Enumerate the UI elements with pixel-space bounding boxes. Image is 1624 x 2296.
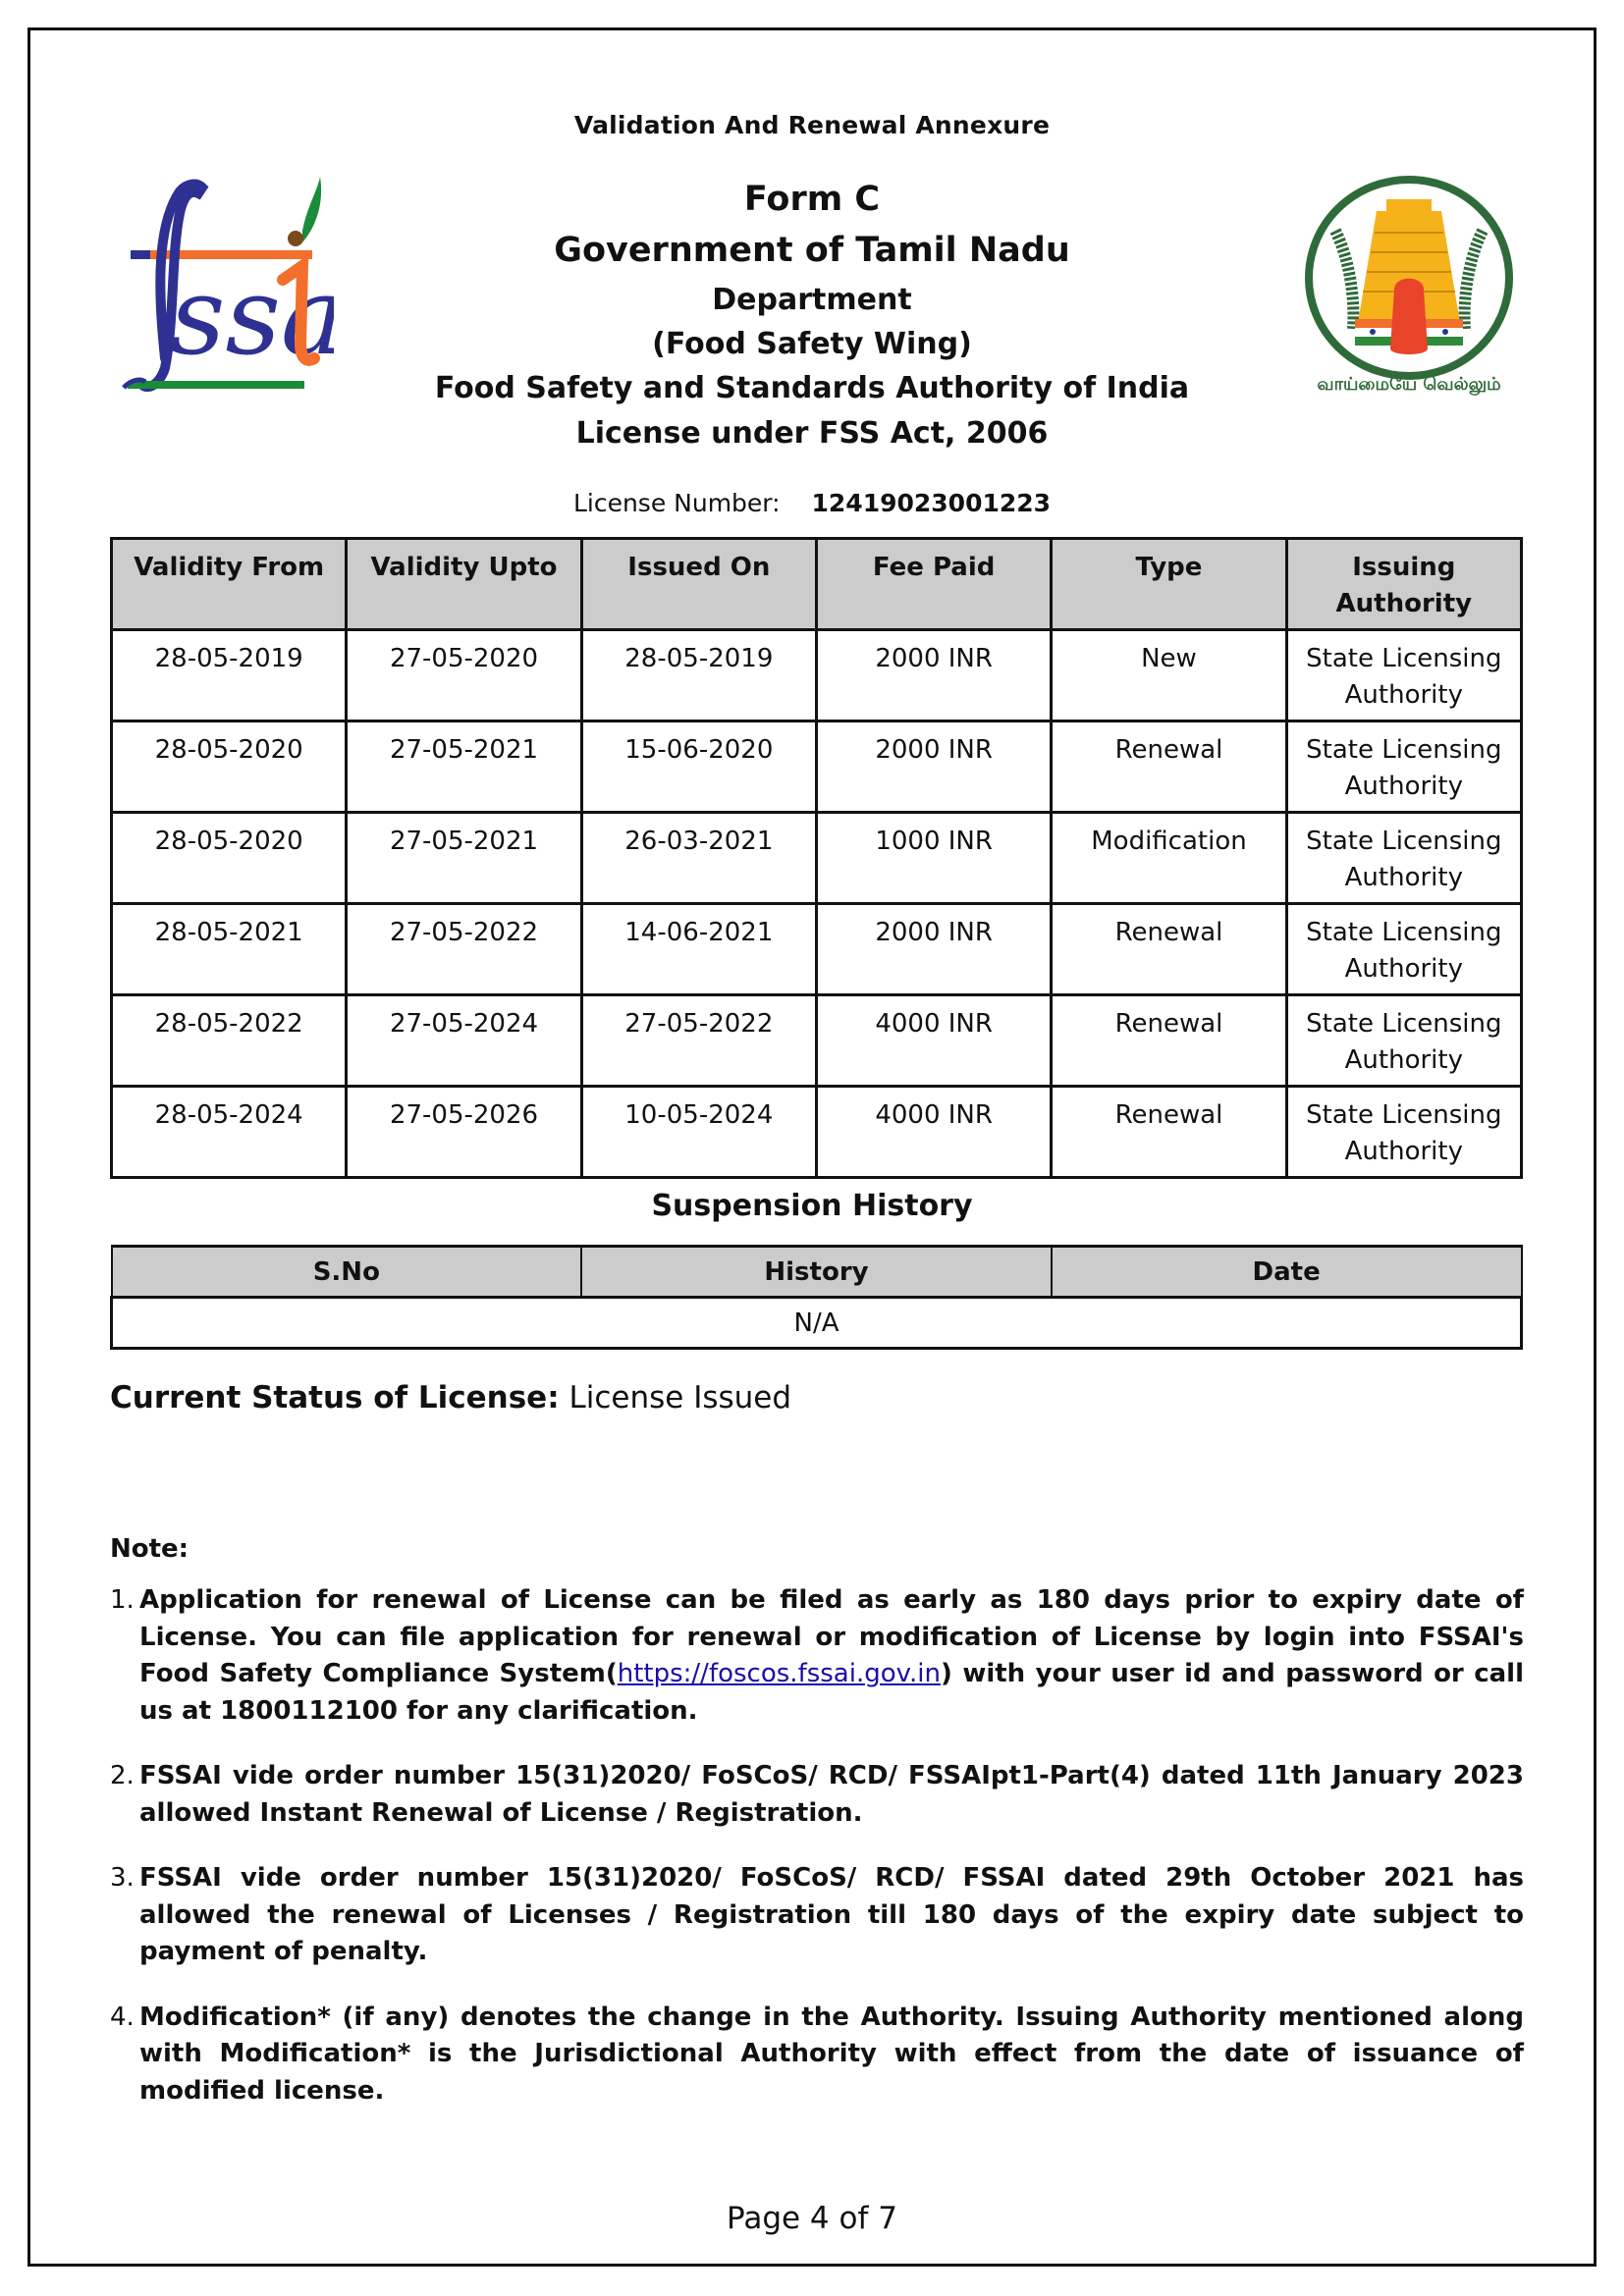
license-number-value: 12419023001223 <box>811 489 1052 517</box>
cell-fee-paid: 2000 INR <box>816 721 1051 813</box>
cell-validity-from: 28-05-2021 <box>112 904 347 995</box>
cell-validity-from: 28-05-2024 <box>112 1087 347 1178</box>
table-row <box>112 904 1522 995</box>
cell-fee-paid: 2000 INR <box>816 630 1051 721</box>
table-row <box>112 630 1522 721</box>
note-text: FSSAI vide order number 15(31)2020/ FoSCoS/ RCD/ FSSAIpt1-Part(4) dated 11th January 2023 allowed Instant Renewal of License / Registration. <box>139 1761 1524 1828</box>
license-number-label: License Number: <box>572 489 781 517</box>
foscos-link[interactable]: https://foscos.fssai.gov.in <box>617 1659 941 1688</box>
cell-validity-from: 28-05-2020 <box>112 813 347 904</box>
note-text-part: Application for renewal of License can be filed as early as 180 days prior to expiry date of License. You can file application for renewal or modification of License by login into FSSAI's Food Safety Compliance System( <box>139 1585 1524 1688</box>
cell-type: New <box>1052 630 1286 721</box>
cell-validity-upto: 27-05-2024 <box>347 995 581 1087</box>
note-text <box>139 1582 1524 1730</box>
authority-title: Food Safety and Standards Authority of India <box>434 371 1190 405</box>
suspension-history-title: Suspension History <box>651 1189 973 1223</box>
cell-fee-paid: 4000 INR <box>816 1087 1051 1178</box>
col-sno: S.No <box>112 1247 582 1298</box>
note-number: 2. <box>110 1761 135 1790</box>
page-number: Page 4 of 7 <box>727 2201 897 2236</box>
current-status-value: License Issued <box>568 1380 792 1415</box>
note-number: 1. <box>110 1585 135 1615</box>
cell-type: Renewal <box>1052 995 1286 1087</box>
cell-issued-on: 14-06-2021 <box>581 904 816 995</box>
cell-issuing-authority: State Licensing Authority <box>1286 630 1521 721</box>
table-row <box>112 1298 1522 1349</box>
validity-table <box>110 537 1523 1179</box>
suspension-history-table <box>110 1245 1523 1350</box>
cell-type: Renewal <box>1052 721 1286 813</box>
cell-fee-paid: 1000 INR <box>816 813 1051 904</box>
department-title: Department <box>712 283 912 317</box>
col-type: Type <box>1052 539 1286 630</box>
current-status-label: Current Status of License: <box>110 1380 560 1415</box>
svg-text:ssa: ssa <box>170 253 334 379</box>
emblem-motto: வாய்மையே வெல்லும் <box>1317 374 1501 395</box>
note-heading: Note: <box>110 1534 189 1564</box>
cell-fee-paid: 4000 INR <box>816 995 1051 1087</box>
cell-issuing-authority: State Licensing Authority <box>1286 813 1521 904</box>
cell-fee-paid: 2000 INR <box>816 904 1051 995</box>
note-number: 3. <box>110 1863 135 1893</box>
act-title: License under FSS Act, 2006 <box>575 416 1049 451</box>
table-row <box>112 1087 1522 1178</box>
col-fee-paid: Fee Paid <box>816 539 1051 630</box>
cell-issuing-authority: State Licensing Authority <box>1286 721 1521 813</box>
cell-issued-on: 28-05-2019 <box>581 630 816 721</box>
table-row <box>112 721 1522 813</box>
form-title: Form C <box>743 180 881 219</box>
cell-issuing-authority: State Licensing Authority <box>1286 1087 1521 1178</box>
cell-validity-from: 28-05-2020 <box>112 721 347 813</box>
cell-validity-from: 28-05-2022 <box>112 995 347 1087</box>
cell-validity-upto: 27-05-2026 <box>347 1087 581 1178</box>
suspension-table-header <box>112 1247 1522 1298</box>
cell-issued-on: 10-05-2024 <box>581 1087 816 1178</box>
col-issued-on: Issued On <box>581 539 816 630</box>
cell-validity-upto: 27-05-2020 <box>347 630 581 721</box>
note-text: FSSAI vide order number 15(31)2020/ FoSCoS/ RCD/ FSSAI dated 29th October 2021 has allowed the renewal of Licenses / Registration till 180 days of the expiry date subject to payment of penalty. <box>139 1863 1524 1966</box>
note-text-part: ) with your user id and password or call us at 1800112100 for any clarification. <box>139 1659 1524 1726</box>
table-row <box>112 995 1522 1087</box>
government-title: Government of Tamil Nadu <box>554 231 1070 270</box>
current-status <box>110 1380 791 1415</box>
col-issuing-authority: Issuing Authority <box>1286 539 1521 630</box>
suspension-empty-cell: N/A <box>112 1298 1522 1349</box>
col-validity-upto: Validity Upto <box>347 539 581 630</box>
col-history: History <box>581 1247 1052 1298</box>
cell-validity-upto: 27-05-2022 <box>347 904 581 995</box>
note-item <box>110 2000 1524 2110</box>
license-number-line <box>0 489 1624 517</box>
note-item <box>110 1582 1524 1730</box>
cell-validity-upto: 27-05-2021 <box>347 813 581 904</box>
cell-validity-from: 28-05-2019 <box>112 630 347 721</box>
note-text: Modification* (if any) denotes the change in the Authority. Issuing Authority mentioned along with Modification* is the Jurisdictional Authority with effect from the date of issuance of modified license. <box>139 2002 1524 2106</box>
col-date: Date <box>1052 1247 1522 1298</box>
wing-title: (Food Safety Wing) <box>652 327 972 361</box>
annexure-title: Validation And Renewal Annexure <box>573 111 1051 139</box>
cell-type: Renewal <box>1052 1087 1286 1178</box>
cell-issuing-authority: State Licensing Authority <box>1286 904 1521 995</box>
table-row <box>112 813 1522 904</box>
cell-issued-on: 27-05-2022 <box>581 995 816 1087</box>
cell-validity-upto: 27-05-2021 <box>347 721 581 813</box>
cell-type: Modification <box>1052 813 1286 904</box>
cell-issued-on: 15-06-2020 <box>581 721 816 813</box>
note-item <box>110 1860 1524 1971</box>
validity-table-header <box>112 539 1522 630</box>
col-validity-from: Validity From <box>112 539 347 630</box>
cell-issued-on: 26-03-2021 <box>581 813 816 904</box>
notes-list <box>110 1582 1524 2138</box>
cell-type: Renewal <box>1052 904 1286 995</box>
cell-issuing-authority: State Licensing Authority <box>1286 995 1521 1087</box>
note-number: 4. <box>110 2002 135 2032</box>
note-item <box>110 1758 1524 1832</box>
